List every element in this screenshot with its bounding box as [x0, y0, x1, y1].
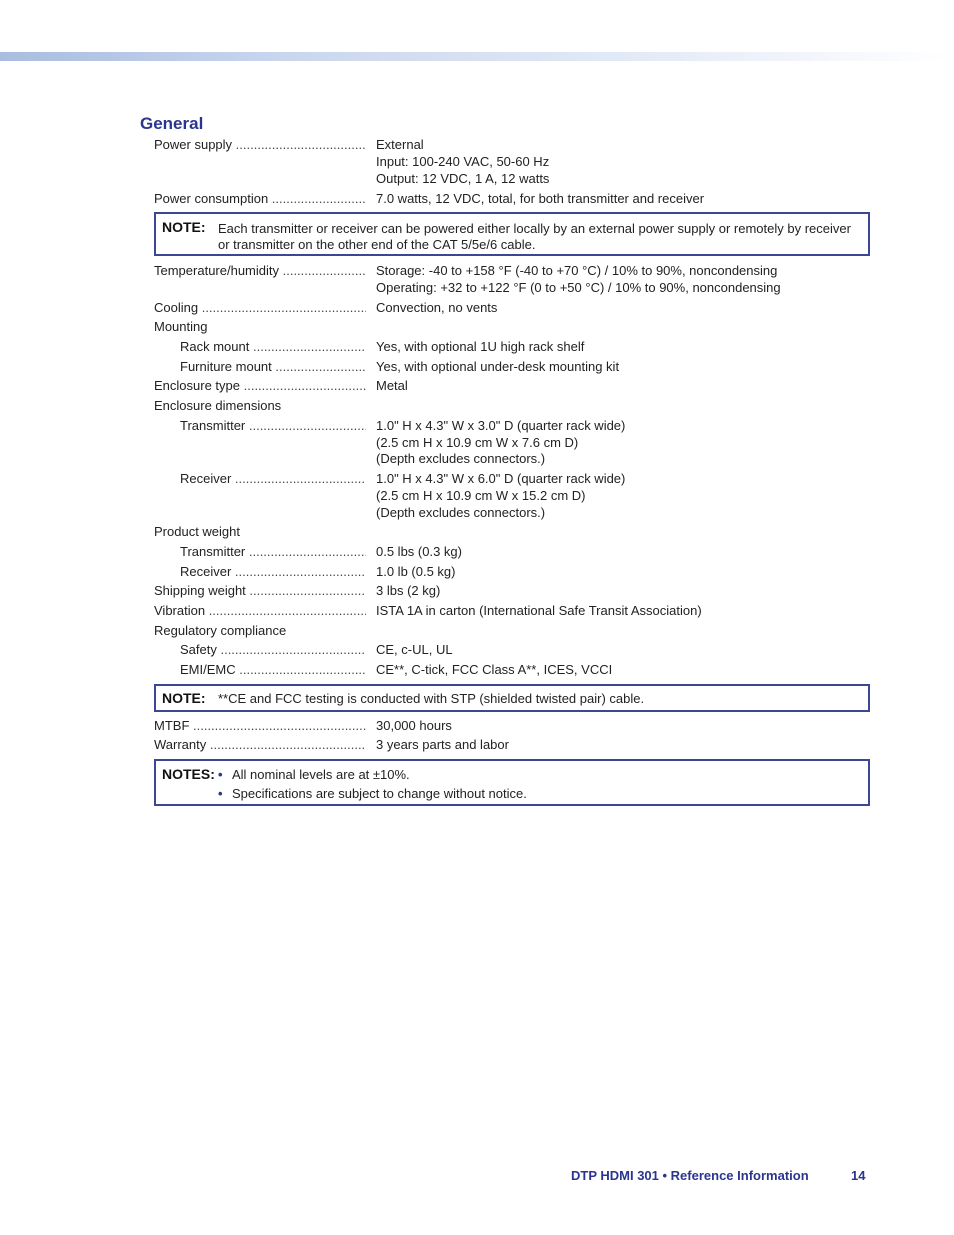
spec-label: Furniture mount .....: [180, 358, 366, 375]
spec-label: Safety .....: [180, 641, 366, 658]
note-box-stp: [154, 684, 870, 712]
spec-value: (2.5 cm H x 10.9 cm W x 15.2 cm D): [376, 488, 586, 503]
note-label: NOTE:: [162, 690, 206, 706]
spec-value: (Depth excludes connectors.): [376, 505, 546, 520]
spec-label: Transmitter .....: [180, 543, 366, 560]
spec-label: Power consumption .....: [154, 190, 366, 207]
spec-value: CE, c-UL, UL: [376, 642, 453, 657]
spec-label: Receiver .....: [180, 470, 366, 487]
spec-label: Cooling .....: [154, 299, 366, 316]
spec-value: 30,000 hours: [376, 718, 452, 733]
spec-label: Temperature/humidity .....: [154, 262, 366, 279]
spec-heading: Mounting: [154, 319, 208, 334]
spec-value: 3 lbs (2 kg): [376, 583, 441, 598]
note-label: NOTE:: [162, 219, 206, 235]
spec-label: EMI/EMC .....: [180, 661, 366, 678]
spec-value: ISTA 1A in carton (International Safe Transit Association): [376, 603, 702, 618]
spec-value: Convection, no vents: [376, 300, 498, 315]
spec-value: 7.0 watts, 12 VDC, total, for both transmitter and receiver: [376, 191, 705, 206]
spec-label: Shipping weight .....: [154, 582, 366, 599]
footer-title: DTP HDMI 301 • Reference Information: [571, 1168, 809, 1183]
spec-value: 3 years parts and labor: [376, 737, 509, 752]
spec-value: 1.0" H x 4.3" W x 6.0" D (quarter rack wide): [376, 471, 626, 486]
spec-heading: Regulatory compliance: [154, 623, 287, 638]
notes-box-general: [154, 759, 870, 806]
spec-label: Vibration .....: [154, 602, 366, 619]
spec-label: Warranty .....: [154, 736, 366, 753]
note-label: NOTES:: [162, 766, 215, 782]
header-gradient-bar: [0, 52, 954, 61]
spec-value: 0.5 lbs (0.3 kg): [376, 544, 462, 559]
spec-value: Input: 100-240 VAC, 50-60 Hz: [376, 154, 550, 169]
spec-heading: Enclosure dimensions: [154, 398, 282, 413]
spec-value: 1.0 lb (0.5 kg): [376, 564, 456, 579]
spec-value: Metal: [376, 378, 408, 393]
spec-label: Receiver .....: [180, 563, 366, 580]
note-text: Each transmitter or receiver can be powered either locally by an external power supply or remotely by receiver or transmitter on the other end of the CAT 5/5e/6 cable.: [218, 221, 851, 252]
spec-label: Enclosure type .....: [154, 377, 366, 394]
spec-value: (2.5 cm H x 10.9 cm W x 7.6 cm D): [376, 435, 579, 450]
spec-label: Power supply .....: [154, 136, 366, 153]
spec-value: Output: 12 VDC, 1 A, 12 watts: [376, 171, 550, 186]
spec-value: (Depth excludes connectors.): [376, 451, 546, 466]
spec-value: Operating: +32 to +122 °F (0 to +50 °C) / 10% to 90%, noncondensing: [376, 280, 781, 295]
spec-value: CE**, C-tick, FCC Class A**, ICES, VCCI: [376, 662, 613, 677]
spec-value: External: [376, 137, 424, 152]
section-title: General: [140, 114, 204, 133]
bullet-icon: •: [218, 786, 223, 801]
spec-label: MTBF .....: [154, 717, 366, 734]
page-number: 14: [851, 1168, 866, 1183]
spec-value: Storage: -40 to +158 °F (-40 to +70 °C) / 10% to 90%, noncondensing: [376, 263, 778, 278]
note-bullet-text: Specifications are subject to change without notice.: [232, 786, 527, 801]
spec-label: Transmitter .....: [180, 417, 366, 434]
spec-value: Yes, with optional under-desk mounting kit: [376, 359, 620, 374]
note-box-power: [154, 212, 870, 256]
spec-label: Rack mount .....: [180, 338, 366, 355]
note-bullet-text: All nominal levels are at ±10%.: [232, 767, 410, 782]
spec-value: Yes, with optional 1U high rack shelf: [376, 339, 585, 354]
bullet-icon: •: [218, 767, 223, 782]
spec-value: 1.0" H x 4.3" W x 3.0" D (quarter rack wide): [376, 418, 626, 433]
spec-heading: Product weight: [154, 524, 240, 539]
note-text: **CE and FCC testing is conducted with STP (shielded twisted pair) cable.: [218, 691, 645, 706]
